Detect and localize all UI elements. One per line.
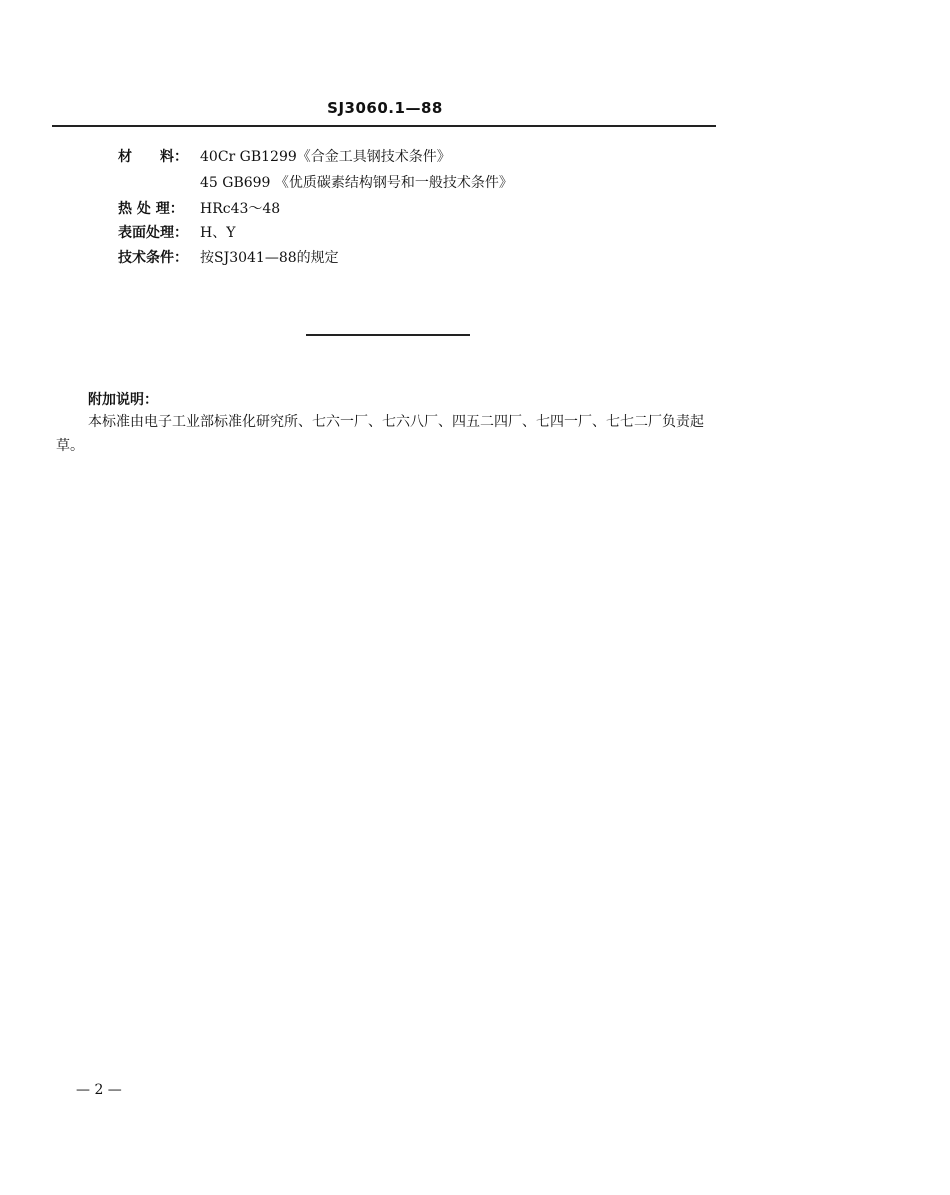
heat-treatment-label: 热 处 理：: [118, 201, 184, 217]
additional-notes-body: 本标准由电子工业部标准化研究所、七六一厂、七六八厂、四五二四厂、七四一厂、七七二厂负责起草。: [56, 414, 704, 454]
heat-treatment-value: HRc43～48: [200, 201, 281, 217]
page-number: — 2 —: [76, 1082, 122, 1098]
surface-treatment-label: 表面处理：: [118, 225, 188, 241]
additional-notes-title: 附加说明：: [88, 392, 158, 408]
material-label: 材 料：: [118, 149, 188, 165]
technical-conditions-label: 技术条件：: [118, 250, 188, 266]
material-value-line1: 40Cr GB1299《合金工具钢技术条件》: [200, 149, 451, 165]
header-divider: [52, 125, 716, 127]
section-divider: [306, 334, 470, 336]
surface-treatment-value: H、Y: [200, 225, 236, 241]
document-number: SJ3060.1—88: [327, 99, 443, 117]
technical-conditions-value: 按SJ3041—88的规定: [200, 250, 339, 266]
material-value-line2: 45 GB699 《优质碳素结构钢号和一般技术条件》: [200, 175, 513, 191]
